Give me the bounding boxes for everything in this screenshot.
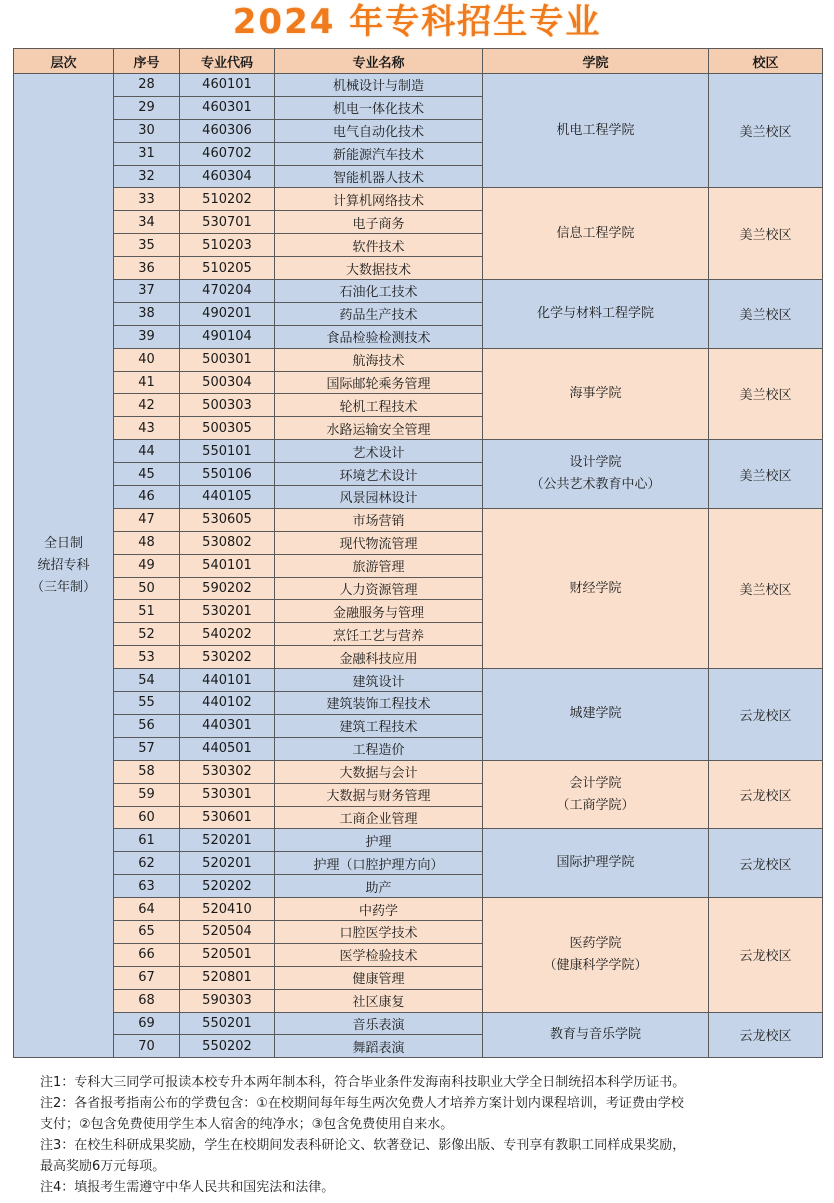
major-name-cell: 风景园林设计	[275, 486, 483, 509]
major-name-cell: 旅游管理	[275, 554, 483, 577]
college-line: 城建学院	[569, 706, 622, 722]
code-cell: 520410	[180, 898, 275, 921]
campus-cell: 云龙校区	[709, 669, 823, 761]
code-cell: 550201	[180, 1012, 275, 1035]
level-line: 统招专科	[37, 557, 90, 573]
seq-cell: 30	[114, 119, 180, 142]
table-row	[14, 188, 823, 211]
college-line: 信息工程学院	[556, 225, 635, 241]
table-row	[14, 669, 823, 692]
seq-cell: 68	[114, 989, 180, 1012]
code-cell: 490201	[180, 302, 275, 325]
major-name-cell: 社区康复	[275, 989, 483, 1012]
seq-cell: 28	[114, 74, 180, 97]
code-cell: 540202	[180, 623, 275, 646]
code-cell: 520801	[180, 966, 275, 989]
major-name-cell: 电子商务	[275, 211, 483, 234]
college-line: （健康科学学院）	[543, 957, 648, 973]
header-college: 学院	[483, 49, 709, 74]
campus-cell: 云龙校区	[709, 1012, 823, 1058]
campus-cell: 云龙校区	[709, 898, 823, 1012]
seq-cell: 59	[114, 783, 180, 806]
table-row	[14, 760, 823, 783]
seq-cell: 64	[114, 898, 180, 921]
seq-cell: 66	[114, 943, 180, 966]
seq-cell: 50	[114, 577, 180, 600]
campus-cell: 美兰校区	[709, 188, 823, 280]
seq-cell: 55	[114, 692, 180, 715]
major-name-cell: 建筑装饰工程技术	[275, 692, 483, 715]
code-cell: 530605	[180, 508, 275, 531]
code-cell: 500301	[180, 348, 275, 371]
code-cell: 440301	[180, 714, 275, 737]
code-cell: 500304	[180, 371, 275, 394]
college-line: 机电工程学院	[556, 122, 635, 138]
major-name-cell: 大数据与财务管理	[275, 783, 483, 806]
code-cell: 460301	[180, 96, 275, 119]
major-name-cell: 助产	[275, 875, 483, 898]
code-cell: 590303	[180, 989, 275, 1012]
code-cell: 500303	[180, 394, 275, 417]
major-name-cell: 烹饪工艺与营养	[275, 623, 483, 646]
campus-cell: 美兰校区	[709, 440, 823, 509]
major-name-cell: 建筑设计	[275, 669, 483, 692]
major-name-cell: 市场营销	[275, 508, 483, 531]
code-cell: 460101	[180, 74, 275, 97]
seq-cell: 39	[114, 325, 180, 348]
seq-cell: 44	[114, 440, 180, 463]
major-name-cell: 计算机网络技术	[275, 188, 483, 211]
seq-cell: 33	[114, 188, 180, 211]
major-name-cell: 机械设计与制造	[275, 74, 483, 97]
seq-cell: 61	[114, 829, 180, 852]
major-name-cell: 智能机器人技术	[275, 165, 483, 188]
major-name-cell: 航海技术	[275, 348, 483, 371]
college-cell	[483, 348, 709, 440]
header-major: 专业名称	[275, 49, 483, 74]
major-name-cell: 金融科技应用	[275, 646, 483, 669]
major-name-cell: 工商企业管理	[275, 806, 483, 829]
code-cell: 550202	[180, 1035, 275, 1058]
college-line: 国际护理学院	[556, 855, 635, 871]
major-name-cell: 人力资源管理	[275, 577, 483, 600]
major-name-cell: 大数据技术	[275, 257, 483, 280]
table-row	[14, 440, 823, 463]
major-name-cell: 建筑工程技术	[275, 714, 483, 737]
college-line: 教育与音乐学院	[549, 1026, 641, 1042]
college-cell	[483, 508, 709, 668]
seq-cell: 51	[114, 600, 180, 623]
code-cell: 440101	[180, 669, 275, 692]
college-line: （公共艺术教育中心）	[530, 477, 661, 493]
note-1: 注1：专科大三同学可报读本校专升本两年制本科，符合毕业条件发海南科技职业大学全日制统招本科学历证书。	[40, 1075, 686, 1090]
code-cell: 550101	[180, 440, 275, 463]
code-cell: 540101	[180, 554, 275, 577]
code-cell: 460702	[180, 142, 275, 165]
seq-cell: 45	[114, 463, 180, 486]
major-name-cell: 医学检验技术	[275, 943, 483, 966]
level-line: 全日制	[43, 535, 83, 551]
code-cell: 530302	[180, 760, 275, 783]
major-name-cell: 健康管理	[275, 966, 483, 989]
campus-cell: 云龙校区	[709, 760, 823, 829]
major-name-cell: 中药学	[275, 898, 483, 921]
seq-cell: 38	[114, 302, 180, 325]
seq-cell: 69	[114, 1012, 180, 1035]
code-cell: 510203	[180, 234, 275, 257]
footnotes	[40, 1072, 810, 1198]
major-name-cell: 环境艺术设计	[275, 463, 483, 486]
header-level: 层次	[14, 49, 114, 74]
seq-cell: 63	[114, 875, 180, 898]
code-cell: 530802	[180, 531, 275, 554]
table-row	[14, 508, 823, 531]
code-cell: 510205	[180, 257, 275, 280]
campus-cell: 美兰校区	[709, 348, 823, 440]
note-3: 注3：在校生科研成果奖励，学生在校期间发表科研论文、软著登记、影像出版、专刊享有教职工同样成果奖励，	[40, 1138, 686, 1153]
majors-table	[13, 48, 823, 1058]
seq-cell: 58	[114, 760, 180, 783]
code-cell: 440501	[180, 737, 275, 760]
major-name-cell: 现代物流管理	[275, 531, 483, 554]
table-row	[14, 348, 823, 371]
code-cell: 460306	[180, 119, 275, 142]
level-cell	[14, 74, 114, 1058]
code-cell: 500305	[180, 417, 275, 440]
college-line: 设计学院	[569, 455, 622, 471]
seq-cell: 56	[114, 714, 180, 737]
college-cell	[483, 188, 709, 280]
college-cell	[483, 280, 709, 349]
seq-cell: 34	[114, 211, 180, 234]
college-line: 化学与材料工程学院	[536, 305, 654, 321]
seq-cell: 62	[114, 852, 180, 875]
seq-cell: 29	[114, 96, 180, 119]
college-line: 海事学院	[569, 385, 622, 401]
code-cell: 520201	[180, 829, 275, 852]
code-cell: 520202	[180, 875, 275, 898]
code-cell: 440102	[180, 692, 275, 715]
college-cell	[483, 829, 709, 898]
seq-cell: 52	[114, 623, 180, 646]
campus-cell: 美兰校区	[709, 74, 823, 188]
table-row	[14, 74, 823, 97]
major-name-cell: 护理	[275, 829, 483, 852]
college-cell	[483, 1012, 709, 1058]
seq-cell: 49	[114, 554, 180, 577]
major-name-cell: 口腔医学技术	[275, 920, 483, 943]
major-name-cell: 石油化工技术	[275, 280, 483, 303]
code-cell: 520201	[180, 852, 275, 875]
code-cell: 510202	[180, 188, 275, 211]
major-name-cell: 大数据与会计	[275, 760, 483, 783]
seq-cell: 40	[114, 348, 180, 371]
note-3-cont: 最高奖励6万元每项。	[40, 1159, 166, 1174]
major-name-cell: 电气自动化技术	[275, 119, 483, 142]
table-row	[14, 280, 823, 303]
header-code: 专业代码	[180, 49, 275, 74]
code-cell: 590202	[180, 577, 275, 600]
major-name-cell: 食品检验检测技术	[275, 325, 483, 348]
code-cell: 530601	[180, 806, 275, 829]
major-name-cell: 轮机工程技术	[275, 394, 483, 417]
major-name-cell: 药品生产技术	[275, 302, 483, 325]
code-cell: 490104	[180, 325, 275, 348]
campus-cell: 美兰校区	[709, 280, 823, 349]
major-name-cell: 国际邮轮乘务管理	[275, 371, 483, 394]
code-cell: 530301	[180, 783, 275, 806]
major-name-cell: 水路运输安全管理	[275, 417, 483, 440]
header-seq: 序号	[114, 49, 180, 74]
seq-cell: 41	[114, 371, 180, 394]
seq-cell: 37	[114, 280, 180, 303]
major-name-cell: 新能源汽车技术	[275, 142, 483, 165]
note-2-cont: 支付；②包含免费使用学生本人宿舍的纯净水；③包含免费使用自来水。	[40, 1117, 454, 1132]
seq-cell: 53	[114, 646, 180, 669]
code-cell: 440105	[180, 486, 275, 509]
campus-cell: 云龙校区	[709, 829, 823, 898]
college-cell	[483, 74, 709, 188]
seq-cell: 67	[114, 966, 180, 989]
seq-cell: 57	[114, 737, 180, 760]
seq-cell: 60	[114, 806, 180, 829]
college-cell	[483, 669, 709, 761]
note-4: 注4：填报考生需遵守中华人民共和国宪法和法律。	[40, 1180, 335, 1195]
college-cell	[483, 898, 709, 1012]
table-row	[14, 829, 823, 852]
college-line: 医药学院	[569, 935, 622, 951]
level-line: （三年制）	[30, 579, 96, 595]
college-line: 会计学院	[569, 775, 622, 791]
code-cell: 470204	[180, 280, 275, 303]
table-header-row	[14, 49, 823, 74]
campus-cell: 美兰校区	[709, 508, 823, 668]
major-name-cell: 工程造价	[275, 737, 483, 760]
seq-cell: 31	[114, 142, 180, 165]
college-cell	[483, 760, 709, 829]
table-row	[14, 898, 823, 921]
major-name-cell: 机电一体化技术	[275, 96, 483, 119]
code-cell: 520501	[180, 943, 275, 966]
major-name-cell: 护理（口腔护理方向）	[275, 852, 483, 875]
seq-cell: 36	[114, 257, 180, 280]
header-campus: 校区	[709, 49, 823, 74]
major-name-cell: 音乐表演	[275, 1012, 483, 1035]
seq-cell: 47	[114, 508, 180, 531]
code-cell: 520504	[180, 920, 275, 943]
major-name-cell: 金融服务与管理	[275, 600, 483, 623]
code-cell: 530202	[180, 646, 275, 669]
seq-cell: 70	[114, 1035, 180, 1058]
major-name-cell: 软件技术	[275, 234, 483, 257]
code-cell: 530201	[180, 600, 275, 623]
table-body	[14, 74, 823, 1058]
seq-cell: 48	[114, 531, 180, 554]
code-cell: 550106	[180, 463, 275, 486]
note-2: 注2：各省报考指南公布的学费包含：①在校期间每年每生两次免费人才培养方案计划内课程培训，考证费由学校	[40, 1096, 684, 1111]
seq-cell: 54	[114, 669, 180, 692]
seq-cell: 65	[114, 920, 180, 943]
major-name-cell: 舞蹈表演	[275, 1035, 483, 1058]
college-cell	[483, 440, 709, 509]
college-line: 财经学院	[569, 580, 622, 596]
code-cell: 460304	[180, 165, 275, 188]
major-name-cell: 艺术设计	[275, 440, 483, 463]
table-row	[14, 1012, 823, 1035]
code-cell: 530701	[180, 211, 275, 234]
seq-cell: 42	[114, 394, 180, 417]
seq-cell: 32	[114, 165, 180, 188]
seq-cell: 46	[114, 486, 180, 509]
page-title: 2024 年专科招生专业	[232, 2, 602, 42]
seq-cell: 35	[114, 234, 180, 257]
college-line: （工商学院）	[556, 797, 635, 813]
seq-cell: 43	[114, 417, 180, 440]
